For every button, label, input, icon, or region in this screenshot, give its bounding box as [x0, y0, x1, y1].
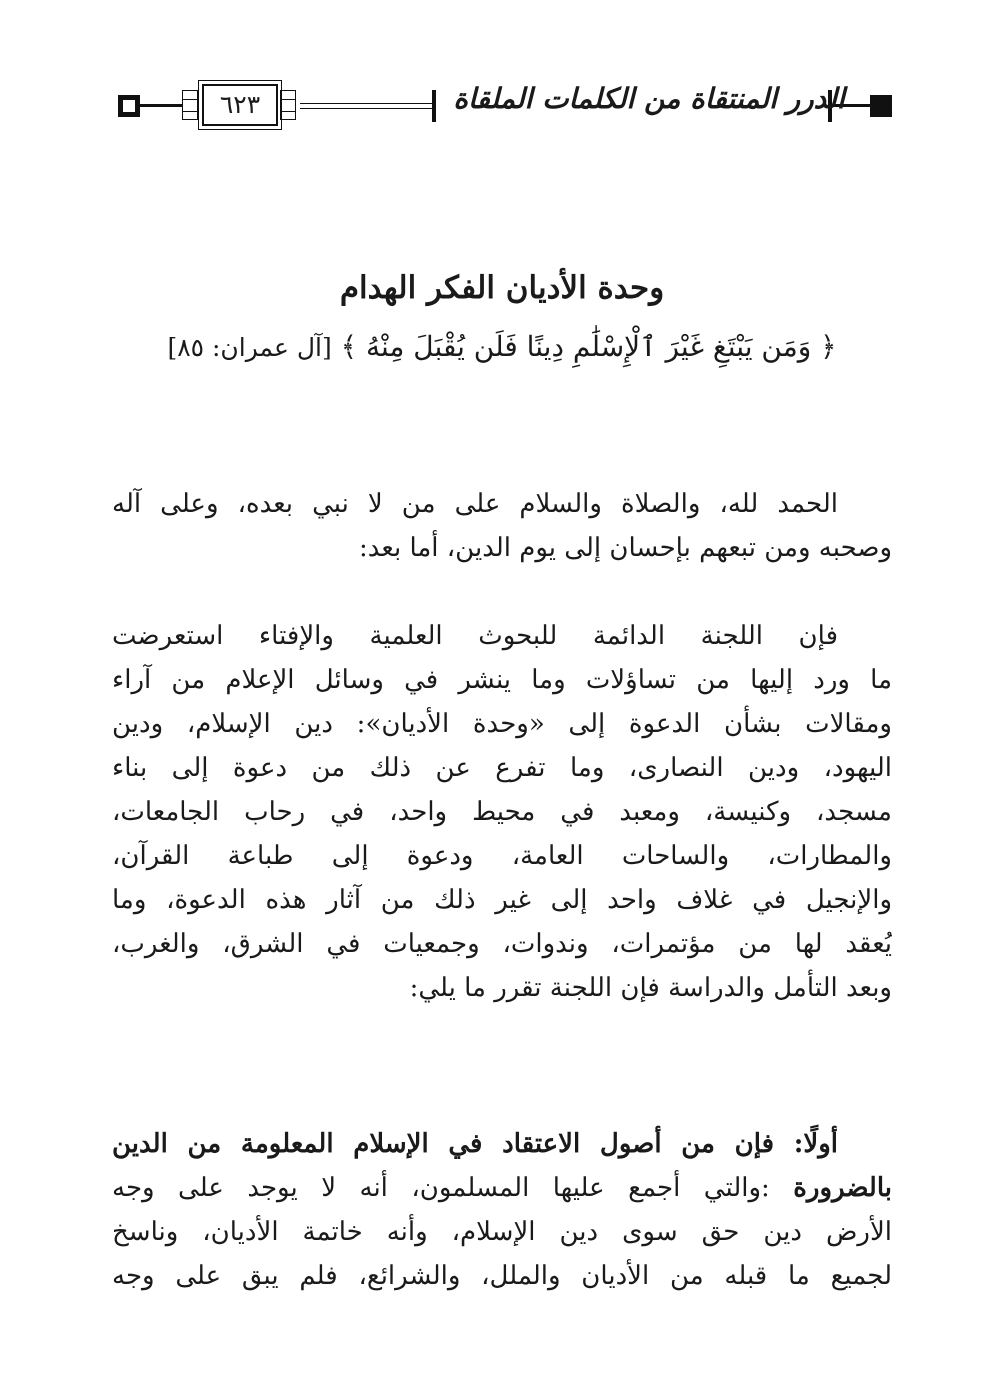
article-title: وحدة الأديان الفكر الهدام — [339, 270, 665, 306]
header-rule-double-top — [300, 103, 432, 104]
verse-open-bracket: ﴿ — [820, 330, 837, 363]
header-bar-left — [432, 90, 436, 122]
paragraph-opening — [112, 482, 892, 570]
quran-verse — [112, 330, 892, 363]
text-line-mixed — [112, 1166, 892, 1210]
paragraph-first-point — [112, 1122, 892, 1298]
text-run: :والتي أجمع عليها المسلمون، أنه لا يوجد على وجه — [112, 1173, 794, 1203]
knot-ornament-right — [280, 90, 296, 120]
text-line: الأرض دين حق سوى دين الإسلام، وأنه خاتمة الأديان، وناسخ — [112, 1217, 892, 1247]
text-line: يُعقد لها من مؤتمرات، وندوات، وجمعيات في الشرق، والغرب، — [112, 929, 892, 959]
text-line: لجميع ما قبله من الأديان والملل، والشرائع، فلم يبق على وجه — [112, 1261, 892, 1291]
verse-text: وَمَن يَبْتَغِ غَيْرَ ٱلْإِسْلَٰمِ دِينًا فَلَن يُقْبَلَ مِنْهُ — [365, 330, 812, 363]
knot-ornament-left — [182, 90, 198, 120]
verse-reference: [آل عمران: ٨٥] — [167, 333, 332, 362]
paragraph-committee — [112, 614, 892, 1010]
bold-phrase: بالضرورة — [793, 1173, 892, 1203]
text-line: والإنجيل في غلاف واحد إلى غير ذلك من آثار هذه الدعوة، وما — [112, 885, 892, 915]
text-line: وبعد التأمل والدراسة فإن اللجنة تقرر ما يلي: — [409, 973, 892, 1003]
hollow-square-ornament — [118, 95, 140, 117]
header-rule-left — [140, 104, 182, 107]
page-number: ٦٢٣ — [202, 84, 278, 126]
text-line: والمطارات، والساحات العامة، ودعوة إلى طباعة القرآن، — [112, 841, 892, 871]
book-title: الدرر المنتقاة من الكلمات الملقاة — [453, 82, 845, 115]
text-line: وصحبه ومن تبعهم بإحسان إلى يوم الدين، أما بعد: — [359, 533, 892, 563]
text-line: اليهود، ودين النصارى، وما تفرع عن ذلك من دعوة إلى بناء — [112, 753, 892, 783]
header-rule-double-bottom — [300, 108, 432, 109]
text-line: مسجد، وكنيسة، ومعبد في محيط واحد، في رحاب الجامعات، — [112, 797, 892, 827]
text-line: فإن اللجنة الدائمة للبحوث العلمية والإفتاء استعرضت — [112, 621, 838, 651]
text-line: الحمد لله، والصلاة والسلام على من لا نبي بعده، وعلى آله — [112, 489, 838, 519]
text-line: ومقالات بشأن الدعوة إلى «وحدة الأديان»: دين الإسلام، ودين — [112, 709, 892, 739]
text-line-bold: أولًا: فإن من أصول الاعتقاد في الإسلام المعلومة من الدين — [112, 1129, 838, 1159]
filled-square-ornament — [870, 95, 892, 117]
verse-close-bracket: ﴾ — [340, 330, 358, 363]
page-header — [112, 78, 892, 134]
text-line: ما ورد إليها من تساؤلات وما ينشر في وسائل الإعلام من آراء — [112, 665, 892, 695]
